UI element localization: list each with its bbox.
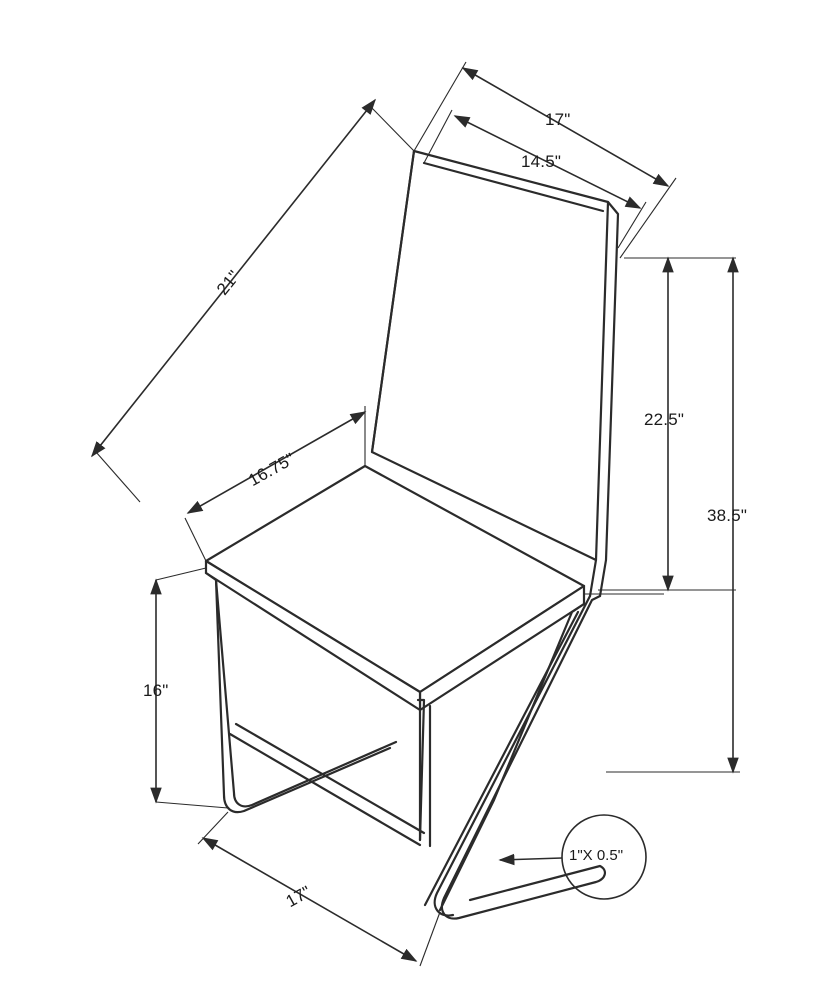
tube-profile-leader — [500, 858, 562, 860]
dim-label-overall-height: 38.5" — [707, 506, 748, 525]
dim-label-base-width: 17" — [282, 882, 315, 912]
dim-back-width-inner-ext-left — [424, 110, 452, 163]
dim-seat-height-ext-top — [156, 568, 206, 580]
dim-back-width-outer-ext-right — [620, 178, 676, 258]
dim-seat-depth-ext-left — [185, 518, 206, 561]
dim-base-width-ext-right — [420, 912, 440, 966]
dim-label-back-height-diagonal: 21" — [212, 266, 244, 299]
dim-label-back-width-inner: 14.5" — [521, 152, 562, 171]
dim-label-backrest-height: 22.5" — [644, 410, 685, 429]
dim-base-width-ext-left — [198, 812, 228, 844]
dim-label-seat-height: 16" — [143, 681, 169, 700]
stretcher-bar-2 — [230, 734, 420, 845]
dim-back-height-ext-bottom — [96, 452, 140, 502]
dim-label-tube-profile: 1"X 0.5" — [569, 847, 624, 864]
backrest-right-frame-inner — [590, 560, 596, 596]
dim-back-height-ext-top — [370, 106, 414, 151]
dim-seat-height-ext-bottom — [156, 802, 228, 808]
dim-label-seat-depth: 16.75" — [245, 449, 299, 490]
dim-back-width-outer-ext-left — [414, 62, 466, 151]
dim-label-back-width-outer: 17" — [545, 110, 571, 129]
stretcher-bar — [236, 724, 424, 833]
chair-illustration — [206, 151, 618, 919]
